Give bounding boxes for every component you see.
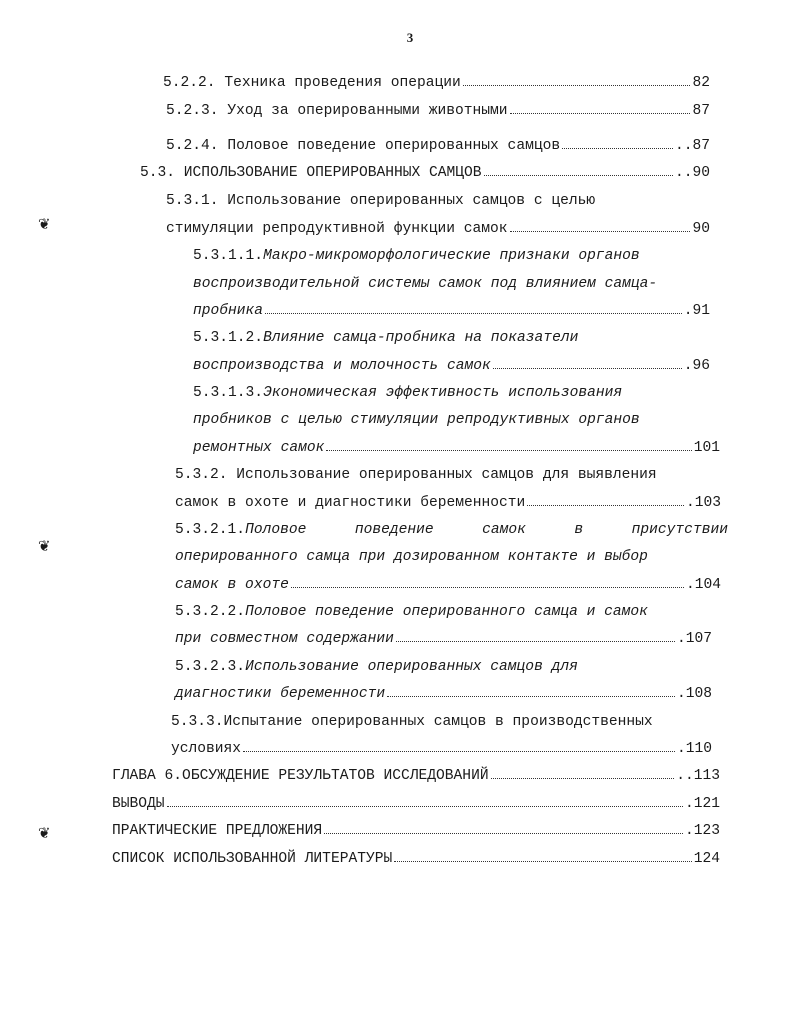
toc-page-ref: .103 bbox=[685, 495, 721, 511]
toc-entry-5-3-2-2-line1[interactable]: 5.3.2.2.Половое поведение оперированного самца и самок bbox=[175, 604, 648, 620]
toc-page-ref: 101 bbox=[693, 440, 720, 456]
leader-dots bbox=[510, 230, 691, 232]
leader-dots bbox=[243, 750, 675, 752]
toc-entry-5-3-2-line1[interactable]: 5.3.2. Использование оперированных самцов для выявления bbox=[175, 467, 657, 483]
leader-dots bbox=[484, 174, 673, 176]
toc-entry-5-2-4[interactable]: 5.2.4. Половое поведение оперированных самцов ..87 bbox=[166, 138, 710, 154]
toc-page-ref: .96 bbox=[683, 358, 710, 374]
leader-dots bbox=[527, 504, 684, 506]
toc-entry-5-3-2[interactable]: самок в охоте и диагностики беременности .103 bbox=[175, 495, 721, 511]
toc-page-ref: .110 bbox=[676, 741, 712, 757]
toc-page-ref: .104 bbox=[685, 577, 721, 593]
leader-dots bbox=[387, 695, 675, 697]
toc-page-ref: .107 bbox=[676, 631, 712, 647]
toc-entry-5-3-3[interactable]: условиях .110 bbox=[171, 741, 712, 757]
toc-page-ref: 90 bbox=[692, 221, 710, 237]
toc-entry-5-3-2-3[interactable]: диагностики беременности .108 bbox=[175, 686, 712, 702]
toc-entry-5-3-1-1-line1[interactable]: 5.3.1.1.Макро-микроморфологические признаки органов bbox=[193, 248, 640, 264]
toc-page-ref: .91 bbox=[683, 303, 710, 319]
leader-dots bbox=[562, 147, 673, 149]
toc-entry-conclusions[interactable]: ВЫВОДЫ .121 bbox=[112, 796, 720, 812]
toc-page-ref: 87 bbox=[692, 103, 710, 119]
toc-entry-5-3-1[interactable]: стимуляции репродуктивной функции самок 90 bbox=[166, 221, 710, 237]
toc-page-ref: ..87 bbox=[674, 138, 710, 154]
toc-entry-5-3-1-2-line1[interactable]: 5.3.1.2.Влияние самца-пробника на показатели bbox=[193, 330, 579, 346]
toc-entry-5-3-2-1[interactable]: самок в охоте .104 bbox=[175, 577, 721, 593]
toc-page-ref: 82 bbox=[692, 75, 710, 91]
page-number: 3 bbox=[406, 30, 414, 45]
toc-entry-5-3-3-line1[interactable]: 5.3.3.Испытание оперированных самцов в производственных bbox=[171, 714, 653, 730]
toc-entry-5-2-3[interactable]: 5.2.3. Уход за оперированными животными 87 bbox=[166, 103, 710, 119]
toc-entry-5-3[interactable]: 5.3. ИСПОЛЬЗОВАНИЕ ОПЕРИРОВАННЫХ САМЦОВ ..90 bbox=[140, 165, 710, 181]
leader-dots bbox=[463, 84, 691, 86]
toc-entry-5-3-1-3-line2[interactable]: пробников с целью стимуляции репродуктивных органов bbox=[193, 412, 640, 428]
binding-hole-mark: ❦ bbox=[38, 215, 51, 233]
leader-dots bbox=[291, 586, 684, 588]
toc-entry-5-2-2[interactable]: 5.2.2. Техника проведения операции 82 bbox=[163, 75, 710, 91]
binding-hole-mark: ❦ bbox=[38, 537, 51, 555]
toc-entry-5-3-2-2[interactable]: при совместном содержании .107 bbox=[175, 631, 712, 647]
toc-entry-5-3-1-3-line1[interactable]: 5.3.1.3.Экономическая эффективность использования bbox=[193, 385, 623, 401]
leader-dots bbox=[324, 832, 683, 834]
toc-entry-references[interactable]: СПИСОК ИСПОЛЬЗОВАННОЙ ЛИТЕРАТУРЫ 124 bbox=[112, 851, 720, 867]
toc-entry-5-3-1-line1[interactable]: 5.3.1. Использование оперированных самцов с целью bbox=[166, 193, 596, 209]
leader-dots bbox=[510, 112, 691, 114]
toc-entry-5-3-1-3[interactable]: ремонтных самок 101 bbox=[193, 440, 720, 456]
toc-entry-chapter-6[interactable]: ГЛАВА 6.ОБСУЖДЕНИЕ РЕЗУЛЬТАТОВ ИССЛЕДОВАНИЙ ..113 bbox=[112, 768, 720, 784]
leader-dots bbox=[491, 777, 675, 779]
toc-entry-5-3-1-2[interactable]: воспроизводства и молочность самок .96 bbox=[193, 358, 710, 374]
leader-dots bbox=[394, 860, 691, 862]
toc-entry-practical-suggestions[interactable]: ПРАКТИЧЕСКИЕ ПРЕДЛОЖЕНИЯ .123 bbox=[112, 823, 720, 839]
leader-dots bbox=[167, 805, 683, 807]
toc-page-ref: .123 bbox=[684, 823, 720, 839]
leader-dots bbox=[326, 449, 691, 451]
toc-entry-5-3-2-3-line1[interactable]: 5.3.2.3.Использование оперированных самцов для bbox=[175, 659, 578, 675]
leader-dots bbox=[396, 640, 675, 642]
binding-hole-mark: ❦ bbox=[38, 824, 51, 842]
toc-page-ref: 124 bbox=[693, 851, 720, 867]
toc-entry-5-3-1-1[interactable]: пробника .91 bbox=[193, 303, 710, 319]
leader-dots bbox=[265, 312, 682, 314]
toc-entry-5-3-2-1-line2[interactable]: оперированного самца при дозированном контакте и выбор bbox=[175, 549, 648, 565]
toc-entry-5-3-2-1-line1[interactable]: 5.3.2.1.Половое поведение самок в присутствии bbox=[175, 522, 728, 538]
leader-dots bbox=[493, 367, 682, 369]
toc-page-ref: .121 bbox=[684, 796, 720, 812]
toc-entry-5-3-1-1-line2[interactable]: воспроизводительной системы самок под влиянием самца- bbox=[193, 276, 658, 292]
toc-page-ref: .108 bbox=[676, 686, 712, 702]
toc-page-ref: ..113 bbox=[676, 768, 720, 784]
toc-page-ref: ..90 bbox=[674, 165, 710, 181]
